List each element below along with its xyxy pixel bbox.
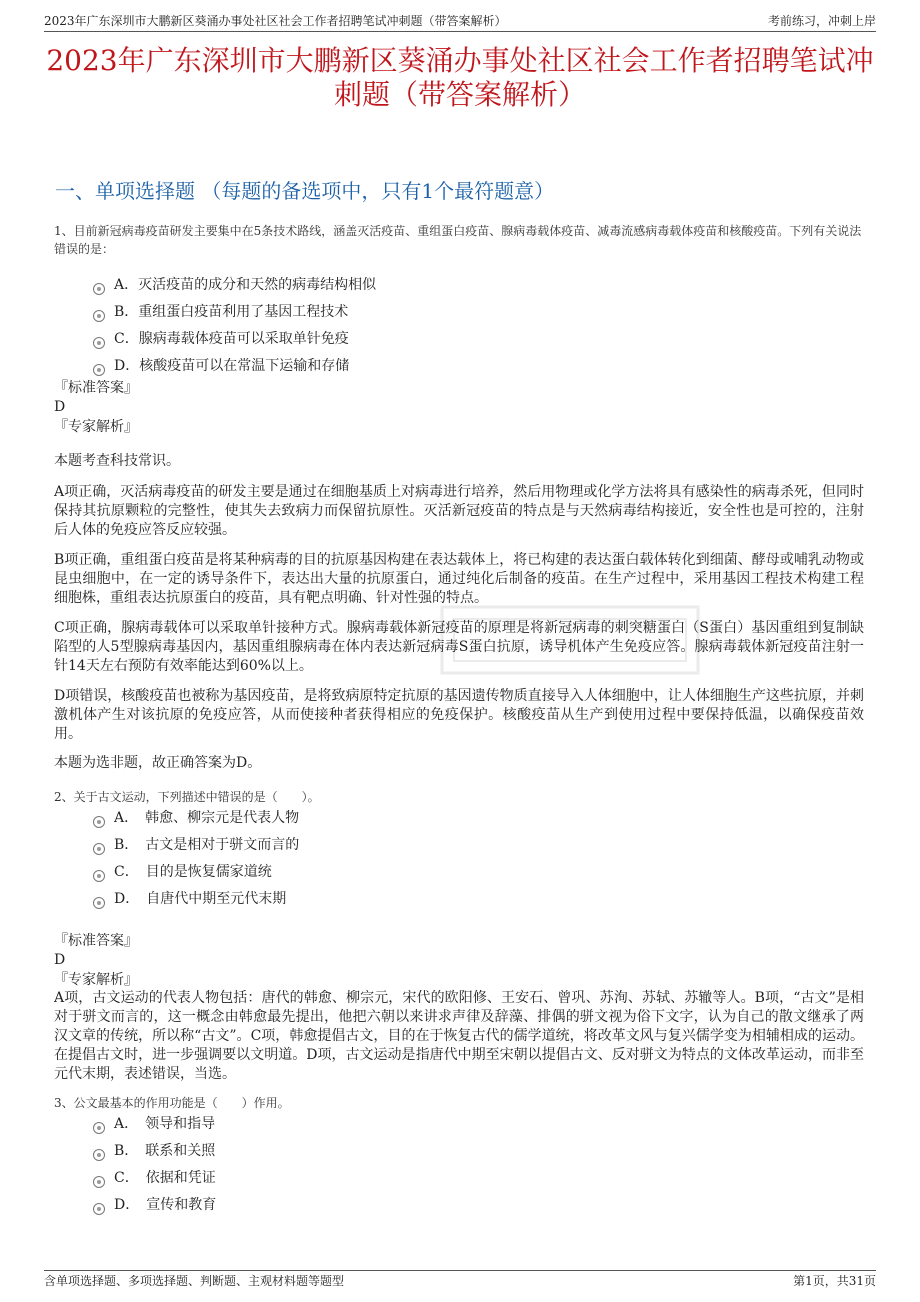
radio-icon[interactable] <box>93 1122 105 1134</box>
radio-icon[interactable] <box>93 283 105 295</box>
watermark-graphic <box>440 605 700 675</box>
option-label: B． 古文是相对于骈文而言的 <box>114 837 300 853</box>
analysis-paragraph: A项，古文运动的代表人物包括：唐代的韩愈、柳宗元，宋代的欧阳修、王安石、曾巩、苏洵、苏轼、苏辙等人。B项，“古文”是相对于骈文而言的，这一概念由韩愈最先提出，他把六朝以来讲求声律及辞藻、排偶的骈文视为俗下文字，认为自己的散文继承了两汉文章的传统，所以称“古文”。C项，韩愈提倡古文，目的在于恢复古代的儒学道统，将改革文风与复兴儒学变为相辅相成的运动。在提倡古文时，进一步强调要以文明道。D项，古文运动是指唐代中期至宋朝以提倡古文、反对骈文为特点的文体改革运动，而非至元代末期，表述错误，当选。 <box>54 990 864 1082</box>
radio-icon[interactable] <box>93 870 105 882</box>
option-2c[interactable] <box>93 861 272 883</box>
radio-icon[interactable] <box>93 816 105 828</box>
radio-icon[interactable] <box>93 1203 105 1215</box>
option-label: C． 目的是恢复儒家道统 <box>114 864 272 880</box>
header-slogan: 考前练习，冲刺上岸 <box>767 14 876 28</box>
option-2d[interactable] <box>93 888 286 910</box>
option-2a[interactable] <box>93 807 299 829</box>
question-3-stem: 3、公文最基本的作用功能是（ ）作用。 <box>54 1096 290 1110</box>
analysis-paragraph: A项正确，灭活病毒疫苗的研发主要是通过在细胞基质上对病毒进行培养，然后用物理或化学方法将具有感染性的病毒杀死，但同时保持其抗原颗粒的完整性，使其失去致病力而保留抗原性。灭活新冠疫苗的特点是与天然病毒结构接近，安全性也是可控的，注射后人体的免疫应答反应较强。 <box>54 484 864 538</box>
radio-icon[interactable] <box>93 364 105 376</box>
option-label: A． 韩愈、柳宗元是代表人物 <box>114 810 300 826</box>
answer-label: 『标准答案』 <box>54 933 138 949</box>
option-1c[interactable] <box>93 328 349 350</box>
option-label: A． 领导和指导 <box>114 1116 216 1132</box>
analysis-label: 『专家解析』 <box>54 419 138 435</box>
page-footer <box>44 1270 876 1291</box>
radio-icon[interactable] <box>93 337 105 349</box>
option-3c[interactable] <box>93 1167 216 1189</box>
radio-icon[interactable] <box>93 310 105 322</box>
page-number: 第1页，共31页 <box>793 1274 876 1288</box>
answer-value: D <box>54 399 66 415</box>
footer-question-types: 含单项选择题、多项选择题、判断题、主观材料题等题型 <box>44 1274 345 1288</box>
option-label: C．腺病毒载体疫苗可以采取单针免疫 <box>114 331 349 347</box>
analysis-label: 『专家解析』 <box>54 972 138 988</box>
option-3a[interactable] <box>93 1113 215 1135</box>
analysis-paragraph: 本题为选非题，故正确答案为D。 <box>54 755 262 771</box>
question-2-stem: 2、关于古文运动，下列描述中错误的是（ ）。 <box>54 790 320 804</box>
analysis-paragraph: B项正确，重组蛋白疫苗是将某种病毒的目的抗原基因构建在表达载体上，将已构建的表达蛋白载体转化到细菌、酵母或哺乳动物或昆虫细胞中，在一定的诱导条件下，表达出大量的抗原蛋白，通过纯化后制备的疫苗。在生产过程中，采用基因工程技术构建工程细胞株，重组表达抗原蛋白的疫苗，具有靶点明确、针对性强的特点。 <box>54 552 864 606</box>
radio-icon[interactable] <box>93 1176 105 1188</box>
option-2b[interactable] <box>93 834 299 856</box>
option-3b[interactable] <box>93 1140 215 1162</box>
option-1d[interactable] <box>93 355 349 377</box>
option-1b[interactable] <box>93 301 348 323</box>
analysis-paragraph: C项正确，腺病毒载体可以采取单针接种方式。腺病毒载体新冠疫苗的原理是将新冠病毒的刺突糖蛋白（S蛋白）基因重组到复制缺陷型的人5型腺病毒基因内，基因重组腺病毒在体内表达新冠病毒S蛋白抗原，诱导机体产生免疫应答。腺病毒载体新冠疫苗注射一针14天左右预防有效率能达到60%以上。 <box>54 620 864 674</box>
radio-icon[interactable] <box>93 843 105 855</box>
option-label: D．核酸疫苗可以在常温下运输和存储 <box>114 358 350 374</box>
option-label: C． 依据和凭证 <box>114 1170 216 1186</box>
analysis-paragraph: D项错误，核酸疫苗也被称为基因疫苗，是将致病原特定抗原的基因遗传物质直接导入人体细胞中，让人体细胞生产这些抗原，并刺激机体产生对该抗原的免疫应答，从而使接种者获得相应的免疫保护。核酸疫苗从生产到使用过程中要保持低温，以确保疫苗效用。 <box>54 688 864 742</box>
header-doc-title: 2023年广东深圳市大鹏新区葵涌办事处社区社会工作者招聘笔试冲刺题（带答案解析） <box>44 14 507 28</box>
option-label: D． 宣传和教育 <box>114 1197 217 1213</box>
page-title: 2023年广东深圳市大鹏新区葵涌办事处社区社会工作者招聘笔试冲刺题（带答案解析） <box>46 44 874 111</box>
page-header <box>44 13 876 32</box>
option-label: A．灭活疫苗的成分和天然的病毒结构相似 <box>114 277 377 293</box>
question-1-stem: 1、目前新冠病毒疫苗研发主要集中在5条技术路线，涵盖灭活疫苗、重组蛋白疫苗、腺病毒载体疫苗、减毒流感病毒载体疫苗和核酸疫苗。下列有关说法错误的是： <box>54 224 862 256</box>
option-3d[interactable] <box>93 1194 216 1216</box>
analysis-paragraph: 本题考查科技常识。 <box>54 453 180 469</box>
section-heading: 一、单项选择题 （每题的备选项中，只有1个最符题意） <box>55 179 555 203</box>
radio-icon[interactable] <box>93 897 105 909</box>
answer-label: 『标准答案』 <box>54 380 138 396</box>
option-label: D． 自唐代中期至元代末期 <box>114 891 287 907</box>
answer-value: D <box>54 952 66 968</box>
option-1a[interactable] <box>93 274 376 296</box>
radio-icon[interactable] <box>93 1149 105 1161</box>
option-label: B． 联系和关照 <box>114 1143 216 1159</box>
option-label: B．重组蛋白疫苗利用了基因工程技术 <box>114 304 349 320</box>
